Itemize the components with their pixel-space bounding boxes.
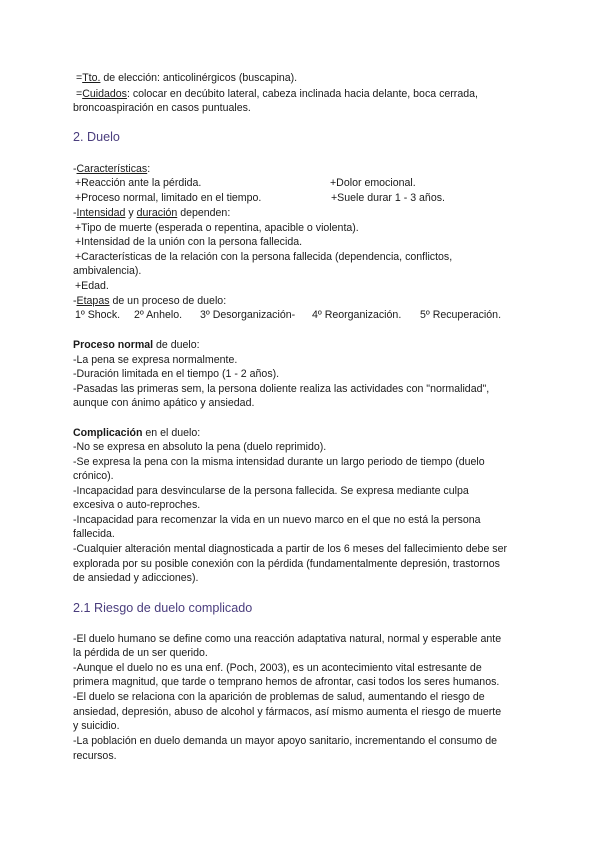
stage-2: 2º Anhelo. bbox=[134, 309, 183, 321]
riesgo-item: -La población en duelo demanda un mayor apoyo sanitario, incrementando el consumo de bbox=[73, 735, 498, 747]
colon: : bbox=[147, 163, 151, 175]
caract-row1-right: +Dolor emocional. bbox=[330, 177, 416, 189]
caract-row2-left: +Proceso normal, limitado en el tiempo. bbox=[75, 192, 262, 204]
dash: - bbox=[73, 207, 77, 219]
stage-5: 5º Recuperación. bbox=[420, 309, 502, 321]
and-word: y bbox=[125, 207, 137, 219]
proceso-normal-title bbox=[73, 338, 200, 352]
intensidad-item: +Características de la relación con la persona fallecida (dependencia, conflictos, bbox=[75, 251, 453, 263]
cuidados-text: : colocar en decúbito lateral, cabeza inclinada hacia delante, boca cerrada, bbox=[126, 88, 478, 100]
caract-row2-right: +Suele durar 1 - 3 años. bbox=[331, 192, 445, 204]
riesgo-item: ansiedad, depresión, abuso de alcohol y fármacos, así mismo aumenta el riesgo de muerte bbox=[73, 706, 502, 718]
complicacion-item: explorada por su posible conexión con la pérdida (fundamentalmente depresión, trastornos bbox=[73, 558, 500, 570]
cuidados-line bbox=[73, 87, 478, 101]
caract-row1-left: +Reacción ante la pérdida. bbox=[75, 177, 202, 189]
intensidad-word: Intensidad bbox=[76, 207, 126, 219]
complicacion-bold: Complicación bbox=[73, 427, 143, 439]
proceso-normal-rest: de duelo: bbox=[153, 339, 200, 351]
normal-item: aunque con ánimo apático y ansiedad. bbox=[73, 397, 255, 409]
riesgo-item: -El duelo se relaciona con la aparición de problemas de salud, aumentando el riesgo de bbox=[73, 691, 485, 703]
normal-item: -La pena se expresa normalmente. bbox=[73, 354, 238, 366]
stage-3: 3º Desorganización- bbox=[200, 309, 296, 321]
caracteristicas-label bbox=[73, 162, 150, 176]
complicacion-rest: en el duelo: bbox=[142, 427, 201, 439]
dash: - bbox=[73, 295, 77, 307]
complicacion-item: de ansiedad y adicciones). bbox=[73, 572, 199, 584]
riesgo-item: recursos. bbox=[73, 750, 117, 762]
tto-prefix: = bbox=[76, 72, 83, 84]
complicacion-item: -Incapacidad para recomenzar la vida en un nuevo marco en el que no está la persona bbox=[73, 514, 481, 526]
riesgo-item: -Aunque el duelo no es una enf. (Poch, 2003), es un acontecimiento vital estresante de bbox=[73, 662, 482, 674]
complicacion-item: fallecida. bbox=[73, 528, 115, 540]
riesgo-item: primera magnitud, que tarde o temprano hemos de afrontar, casi todos los seres humanos. bbox=[73, 676, 500, 688]
complicacion-item: -Incapacidad para desvincularse de la persona fallecida. Se expresa mediante culpa bbox=[73, 485, 469, 497]
complicacion-title bbox=[73, 426, 200, 440]
section-heading-duelo: 2. Duelo bbox=[73, 130, 120, 144]
riesgo-item: la pérdida de un ser querido. bbox=[73, 647, 208, 659]
etapas-word: Etapas bbox=[76, 295, 110, 307]
cuidados-label: Cuidados bbox=[82, 88, 127, 100]
section-heading-riesgo: 2.1 Riesgo de duelo complicado bbox=[73, 601, 253, 615]
normal-item: -Pasadas las primeras sem, la persona doliente realiza las actividades con "normalidad", bbox=[73, 383, 490, 395]
tto-text: de elección: anticolinérgicos (buscapina). bbox=[100, 72, 298, 84]
complicacion-item: -Cualquier alteración mental diagnosticada a partir de los 6 meses del fallecimiento debe ser bbox=[73, 543, 507, 555]
etapas-label bbox=[73, 294, 226, 308]
riesgo-item: -El duelo humano se define como una reacción adaptativa natural, normal y esperable ante bbox=[73, 633, 502, 645]
normal-item: -Duración limitada en el tiempo (1 - 2 años). bbox=[73, 368, 280, 380]
complicacion-item: excesiva o auto-reproches. bbox=[73, 499, 201, 511]
intensidad-label bbox=[73, 206, 230, 220]
intensidad-item: +Tipo de muerte (esperada o repentina, apacible o violenta). bbox=[75, 222, 359, 234]
intensidad-item: ambivalencia). bbox=[73, 265, 142, 277]
dependen-word: dependen: bbox=[177, 207, 231, 219]
caracteristicas-word: Características bbox=[76, 163, 148, 175]
complicacion-item: -No se expresa en absoluto la pena (duelo reprimido). bbox=[73, 441, 327, 453]
stage-1: 1º Shock. bbox=[75, 309, 121, 321]
tto-line bbox=[73, 71, 297, 85]
proceso-normal-bold: Proceso normal bbox=[73, 339, 154, 351]
complicacion-item: -Se expresa la pena con la misma intensidad durante un largo periodo de tiempo (duelo bbox=[73, 456, 485, 468]
riesgo-item: y suicidio. bbox=[73, 720, 120, 732]
complicacion-item: crónico). bbox=[73, 470, 114, 482]
cuidados-prefix: = bbox=[76, 88, 83, 100]
duracion-word: duración bbox=[136, 207, 178, 219]
tto-label: Tto. bbox=[82, 72, 101, 84]
etapas-rest: de un proceso de duelo: bbox=[109, 295, 227, 307]
intensidad-item: +Edad. bbox=[75, 280, 109, 292]
intensidad-item: +Intensidad de la unión con la persona fallecida. bbox=[75, 236, 303, 248]
dash: - bbox=[73, 163, 77, 175]
cuidados-cont: broncoaspiración en casos puntuales. bbox=[73, 102, 251, 114]
stage-4: 4º Reorganización. bbox=[312, 309, 402, 321]
